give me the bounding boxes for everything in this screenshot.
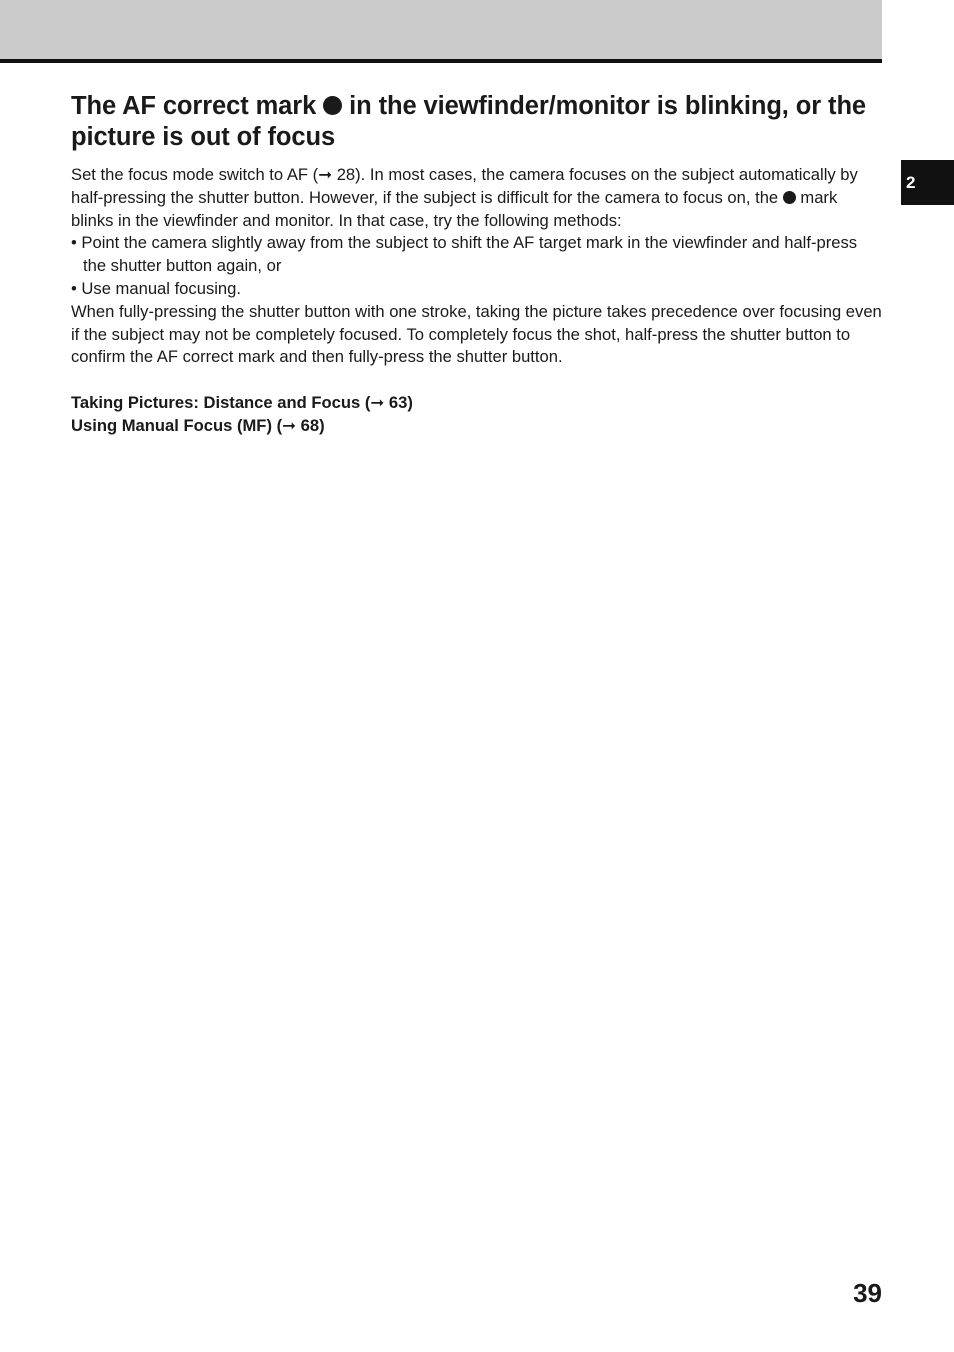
section-heading	[71, 91, 883, 153]
reference-label: Using Manual Focus (MF) (	[71, 415, 283, 435]
filled-circle-icon	[783, 191, 796, 204]
bullet-item-1: • Point the camera slightly away from the subject to shift the AF target mark in the viewfinder and half-press the shutter button again, or	[71, 233, 858, 276]
page-number: 39	[853, 1278, 882, 1308]
header-rule	[0, 59, 882, 63]
body-text	[71, 164, 883, 369]
intro-text-b: 28). In most cases, the camera focuses on the subject automatically by half-pressing the shutter button. However, if the subject is difficult for the camera to focus on, the	[71, 165, 858, 207]
bullet-item-2: • Use manual focusing.	[71, 278, 241, 298]
main-content	[71, 91, 883, 437]
chapter-tab: 2	[901, 160, 954, 205]
precedence-paragraph: When fully-pressing the shutter button with one stroke, taking the picture takes precedence over focusing even if the subject may not be completely focused. To completely focus the shot, half-press the shutter button to confirm the AF correct mark and then fully-press the shutter button.	[71, 301, 882, 367]
intro-text-c: mark blinks in the viewfinder and monitor. In that case, try the following methods:	[71, 187, 838, 230]
heading-part-1: The AF correct mark	[71, 92, 324, 120]
intro-text-a: Set the focus mode switch to AF (	[71, 165, 319, 184]
heading-part-2: in the viewfinder/monitor is blinking, or the picture is out of focus	[71, 92, 867, 151]
reference-distance-focus	[71, 392, 883, 415]
reference-manual-focus	[71, 415, 883, 438]
arrow-right-icon: ➞	[370, 393, 385, 413]
reference-page: 63)	[384, 393, 413, 413]
reference-label: Taking Pictures: Distance and Focus (	[71, 393, 371, 413]
arrow-right-icon: ➞	[318, 165, 333, 184]
reference-page: 68)	[296, 415, 325, 435]
arrow-right-icon: ➞	[282, 415, 297, 435]
header-band	[0, 0, 882, 59]
references	[71, 392, 883, 437]
intro-paragraph	[71, 164, 883, 232]
filled-circle-icon	[323, 96, 342, 115]
